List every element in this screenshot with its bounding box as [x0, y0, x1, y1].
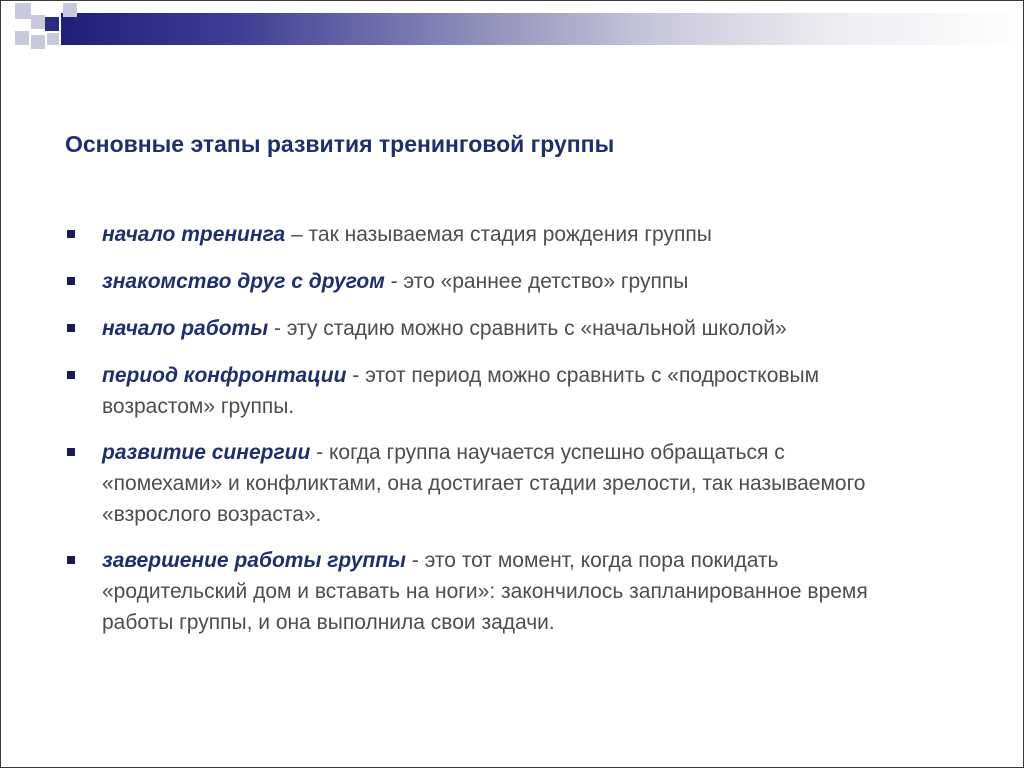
bullet-line: «помехами» и конфликтами, она достигает стадии зрелости, так называемого — [102, 472, 866, 495]
stage-term: период конфронтации — [102, 364, 347, 387]
stages-list — [1, 219, 1024, 638]
stage-description: - эту стадию можно сравнить с «начальной школой» — [268, 317, 787, 340]
decorative-square — [15, 3, 31, 19]
bullet-line: «родительский дом и вставать на ноги»: закончилось запланированное время — [102, 580, 868, 603]
list-item — [1, 313, 1024, 344]
list-item — [1, 545, 1024, 638]
decorative-square — [15, 31, 29, 45]
bullet-line — [102, 360, 1024, 391]
bullet-line: «взрослого возраста». — [102, 503, 322, 526]
header-gradient-bar — [61, 13, 1024, 45]
square-bullet-icon — [67, 277, 75, 285]
square-bullet-icon — [67, 371, 75, 379]
stage-term: знакомство друг с другом — [102, 270, 385, 293]
stage-term: начало работы — [102, 317, 269, 340]
decorative-square — [31, 35, 45, 49]
square-bullet-icon — [67, 556, 75, 564]
list-item — [1, 360, 1024, 422]
bullet-line — [102, 545, 1024, 576]
square-bullet-icon — [67, 324, 75, 332]
list-item — [1, 219, 1024, 250]
square-bullet-icon — [67, 230, 75, 238]
decorative-square-dark — [45, 17, 59, 31]
list-item — [1, 437, 1024, 530]
stage-description: - когда группа научается успешно обращаться с — [310, 441, 785, 464]
stage-term: завершение работы группы — [102, 549, 406, 572]
decorative-square — [63, 3, 77, 17]
bullet-line — [102, 266, 1024, 297]
stage-term: развитие синергии — [102, 441, 311, 464]
stage-term: начало тренинга — [102, 223, 286, 246]
square-bullet-icon — [67, 448, 75, 456]
stage-description: - это тот момент, когда пора покидать — [405, 549, 779, 572]
decorative-square — [31, 15, 45, 29]
bullet-line — [102, 437, 1024, 468]
stage-description: - это «раннее детство» группы — [384, 270, 689, 293]
decorative-square — [47, 33, 59, 45]
stage-description: – так называемая стадия рождения группы — [285, 223, 712, 246]
bullet-line: возрастом» группы. — [102, 395, 295, 418]
bullet-line: работы группы, и она выполнила свои задачи. — [102, 611, 555, 634]
list-item — [1, 266, 1024, 297]
bullet-line — [102, 313, 1024, 344]
slide-title: Основные этапы развития тренинговой группы — [65, 131, 615, 157]
stage-description: - этот период можно сравнить с «подростковым — [346, 364, 820, 387]
bullet-line — [102, 219, 1024, 250]
